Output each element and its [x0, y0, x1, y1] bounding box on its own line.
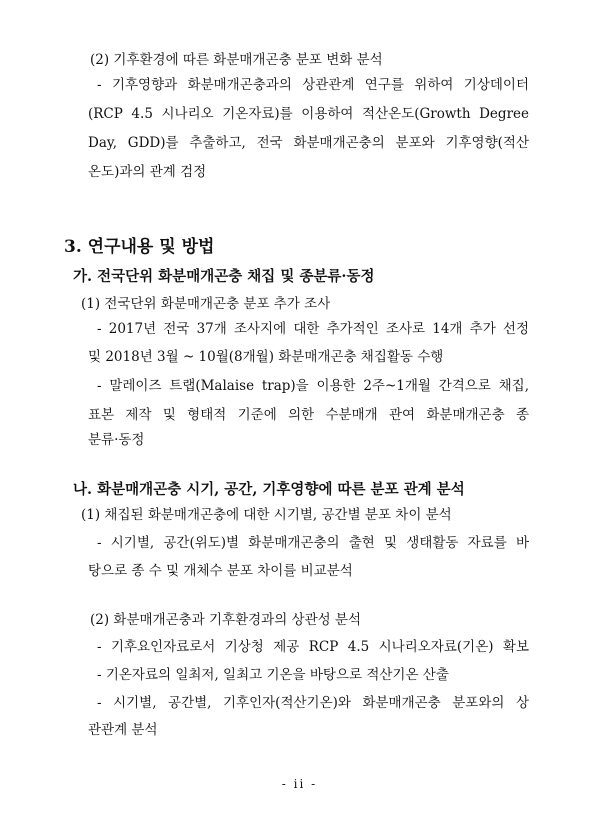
bullet-line: - 말레이즈 트랩(Malaise trap)을 이용한 2주~1개월 간격으로 채집, [97, 378, 529, 394]
bullet-line: - 기후영향과 화분매개곤충과의 상관관계 연구를 위하여 기상데이터 [97, 77, 529, 93]
bullet-line: 관관계 분석 [88, 722, 158, 738]
bullet-line: - 2017년 전국 37개 조사지에 대한 추가적인 조사로 14개 추가 선정 [97, 321, 529, 337]
subsection-title-ga: 가. 전국단위 화분매개곤충 채집 및 종분류·동정 [73, 268, 375, 285]
bullet-line: 분류·동정 [88, 432, 145, 448]
section-title: 3. 연구내용 및 방법 [64, 237, 215, 257]
bullet-line: Day, GDD)를 추출하고, 전국 화분매개곤충의 분포와 기후영향(적산 [88, 135, 529, 151]
bullet-line: - 시기별, 공간별, 기후인자(적산기온)와 화분매개곤충 분포와의 상 [97, 695, 529, 711]
bullet-line: 탕으로 종 수 및 개체수 분포 차이를 비교분석 [88, 563, 353, 579]
bullet-line: - 기온자료의 일최저, 일최고 기온을 바탕으로 적산기온 산출 [97, 667, 449, 683]
bullet-line: - 시기별, 공간(위도)별 화분매개곤충의 출현 및 생태활동 자료를 바 [97, 535, 529, 551]
item-na-1-heading: (1) 채집된 화분매개곤충에 대한 시기별, 공간별 분포 차이 분석 [81, 507, 452, 523]
subsection-title-na: 나. 화분매개곤충 시기, 공간, 기후영향에 따른 분포 관계 분석 [73, 481, 465, 498]
bullet-line: 온도)과의 관계 검정 [88, 164, 207, 180]
bullet-line: 표본 제작 및 형태적 기준에 의한 수분매개 관여 화분매개곤충 종 [88, 407, 529, 423]
bullet-line: (RCP 4.5 시나리오 기온자료)를 이용하여 적산온도(Growth Degree [88, 106, 529, 122]
item-ga-1-heading: (1) 전국단위 화분매개곤충 분포 추가 조사 [81, 296, 331, 312]
item-2-2-heading: (2) 기후환경에 따른 화분매개곤충 분포 변화 분석 [90, 52, 383, 68]
bullet-line: 및 2018년 3월 ~ 10월(8개월) 화분매개곤충 채집활동 수행 [88, 349, 444, 365]
bullet-line: - 기후요인자료로서 기상청 제공 RCP 4.5 시나리오자료(기온) 확보 [97, 639, 529, 655]
page-number: - ii - [281, 777, 318, 791]
item-na-2-heading: (2) 화분매개곤충과 기후환경과의 상관성 분석 [90, 612, 362, 628]
